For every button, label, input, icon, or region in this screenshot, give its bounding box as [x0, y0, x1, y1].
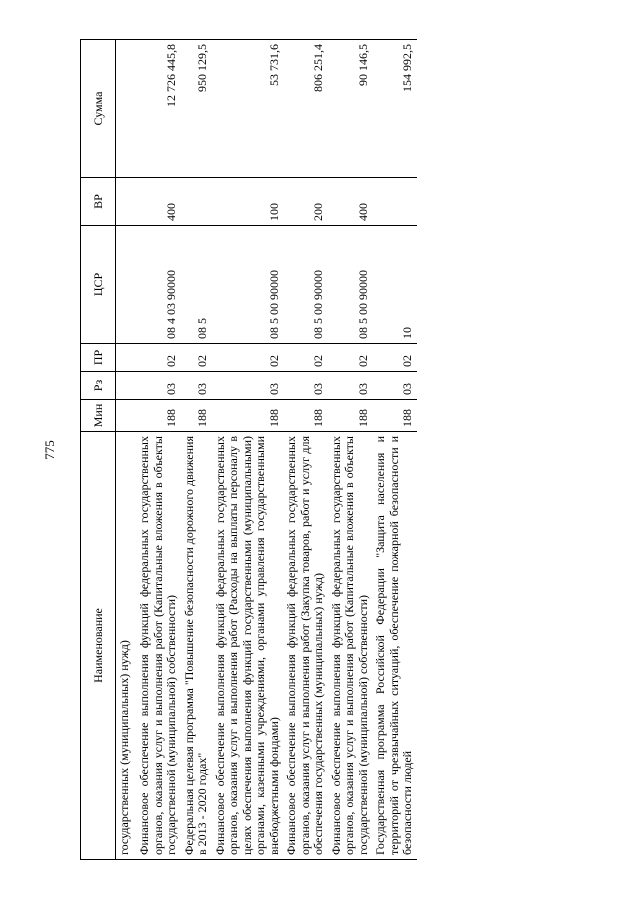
- row-vr: [372, 178, 417, 226]
- row-vr: 400: [136, 178, 181, 226]
- row-sum: 12 726 445,8: [136, 40, 181, 178]
- row-min: 188: [136, 400, 181, 432]
- row-csr: [116, 226, 137, 344]
- row-csr: 08 5 00 90000: [328, 226, 373, 344]
- header-csr: ЦСР: [81, 226, 116, 344]
- page-number: 775: [42, 440, 57, 460]
- row-vr: 400: [328, 178, 373, 226]
- row-sum: 950 129,5: [181, 40, 212, 178]
- row-rz: 03: [136, 372, 181, 400]
- row-pr: 02: [181, 344, 212, 372]
- header-min: Мин: [81, 400, 116, 432]
- row-min: 188: [372, 400, 417, 432]
- row-name: Финансовое обеспечение выполнения функций федеральных государственных органов, оказания услуг и выполнения работ (Закупка товаров, работ и услуг для обеспечения государственных (муниципальных) нужд): [283, 432, 328, 860]
- row-rz: 03: [212, 372, 284, 400]
- row-csr: 08 4 03 90000: [136, 226, 181, 344]
- row-min: 188: [212, 400, 284, 432]
- row-sum: 53 731,6: [212, 40, 284, 178]
- header-sum: Сумма: [81, 40, 116, 178]
- row-name: Финансовое обеспечение выполнения функций федеральных государственных органов, оказания услуг и выполнения работ (Расходы на выплаты персоналу в целях обеспечения выполнения функций государственными (муниципальными) органами, казенными учреждениями, органами управления государственными внебюджетными фондами): [212, 432, 284, 860]
- table-row: [283, 40, 328, 860]
- row-name: Финансовое обеспечение выполнения функций федеральных государственных органов, оказания услуг и выполнения работ (Капитальные вложения в объекты государственной (муниципальной) собственности): [328, 432, 373, 860]
- row-sum: 154 992,5: [372, 40, 417, 178]
- row-sum: 806 251,4: [283, 40, 328, 178]
- row-sum: 90 146,5: [328, 40, 373, 178]
- row-min: [116, 400, 137, 432]
- row-rz: [116, 372, 137, 400]
- row-pr: 02: [212, 344, 284, 372]
- row-rz: 03: [283, 372, 328, 400]
- table-row: [136, 40, 181, 860]
- header-rz: Рз: [81, 372, 116, 400]
- row-name: Финансовое обеспечение выполнения функций федеральных государственных органов, оказания услуг и выполнения работ (Капитальные вложения в объекты государственной (муниципальной) собственности): [136, 432, 181, 860]
- row-name: Государственная программа Российской Федерации "Защита населения и территорий от чрезвычайных ситуаций, обеспечение пожарной безопасности и безопасности людей: [372, 432, 417, 860]
- row-pr: 02: [328, 344, 373, 372]
- row-csr: 08 5 00 90000: [283, 226, 328, 344]
- header-name: Наименование: [81, 432, 116, 860]
- row-rz: 03: [328, 372, 373, 400]
- row-pr: 02: [372, 344, 417, 372]
- row-name: государственных (муниципальных) нужд): [116, 432, 137, 860]
- rotated-page-content: [80, 40, 600, 860]
- header-pr: ПР: [81, 344, 116, 372]
- row-min: 188: [328, 400, 373, 432]
- table-row: [212, 40, 284, 860]
- row-rz: 03: [181, 372, 212, 400]
- budget-table: [80, 39, 417, 860]
- row-min: 188: [181, 400, 212, 432]
- header-vr: ВР: [81, 178, 116, 226]
- row-pr: 02: [283, 344, 328, 372]
- row-pr: 02: [136, 344, 181, 372]
- row-vr: 100: [212, 178, 284, 226]
- row-vr: 200: [283, 178, 328, 226]
- row-csr: 10: [372, 226, 417, 344]
- row-sum: [116, 40, 137, 178]
- table-row: [116, 40, 137, 860]
- row-vr: [116, 178, 137, 226]
- row-min: 188: [283, 400, 328, 432]
- table-row: [328, 40, 373, 860]
- table-header-row: [81, 40, 116, 860]
- row-csr: 08 5 00 90000: [212, 226, 284, 344]
- row-name: Федеральная целевая программа "Повышение безопасности дорожного движения в 2013 - 2020 годах": [181, 432, 212, 860]
- row-rz: 03: [372, 372, 417, 400]
- row-vr: [181, 178, 212, 226]
- row-pr: [116, 344, 137, 372]
- row-csr: 08 5: [181, 226, 212, 344]
- table-row: [181, 40, 212, 860]
- table-row: [372, 40, 417, 860]
